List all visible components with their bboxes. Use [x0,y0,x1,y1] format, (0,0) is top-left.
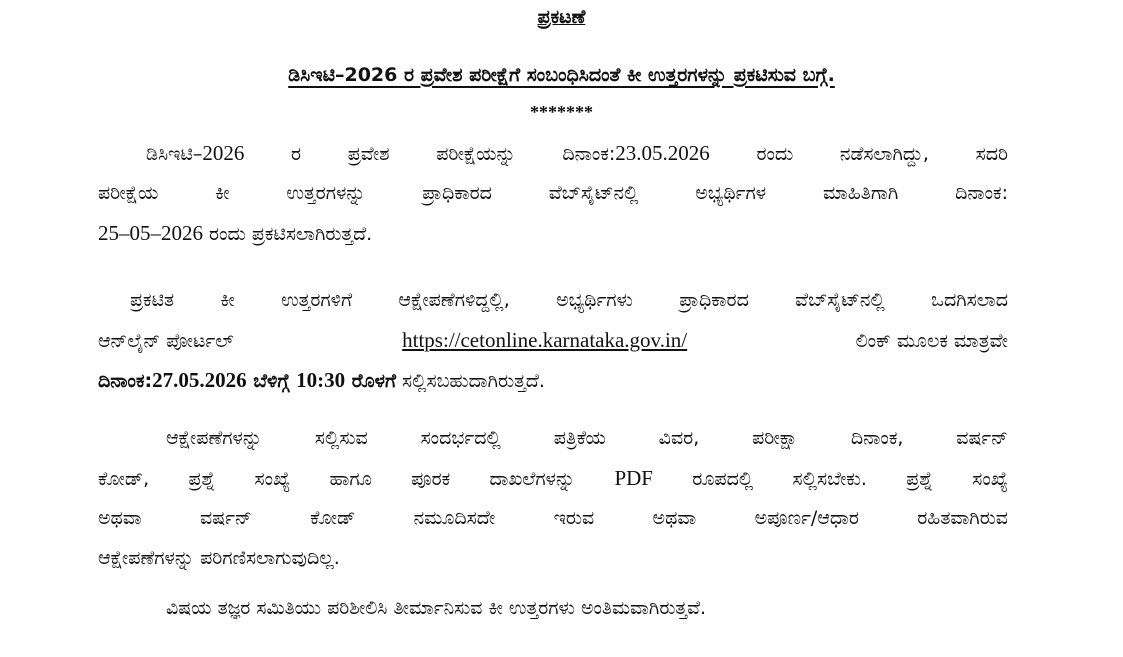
paragraph-line: ಆಕ್ಷೇಪಣೆಗಳನ್ನು ಸಲ್ಲಿಸುವ ಸಂದರ್ಭದಲ್ಲಿ ಪತ್ರಿಕೆಯ ವಿವರ, ಪರೀಕ್ಷಾ ದಿನಾಂಕ, ವರ್ಷನ್ [166,427,1008,449]
paragraph-line [98,213,1008,253]
pdf-text: PDF [614,466,653,490]
paragraph-line: ಅಥವಾ ವರ್ಷನ್ ಕೋಡ್ ನಮೂದಿಸದೇ ಇರುವ ಅಥವಾ ಅಪೂರ್ಣ/ಆಧಾರ ರಹಿತವಾಗಿರುವ [98,507,1008,529]
notice-subject: ಡಿಸಿಇಟಿ–2026 ರ ಪ್ರವೇಶ ಪರೀಕ್ಷೆಗೆ ಸಂಬಂಧಿಸಿದಂತೆ ಕೀ ಉತ್ತರಗಳನ್ನು ಪ್ರಕಟಿಸುವ ಬಗ್ಗೆ. [288,64,835,86]
paragraph-line: ಪ್ರಕಟಿತ ಕೀ ಉತ್ತರಗಳಿಗೆ ಆಕ್ಷೇಪಣೆಗಳಿದ್ದಲ್ಲಿ, ಅಭ್ಯರ್ಥಿಗಳು ಪ್ರಾಧಿಕಾರದ ವೆಬ್‌ಸೈಟ್‌ನಲ್ಲಿ ಒದಗಿಸಲಾದ [130,289,1008,311]
paragraph-line: ಆಕ್ಷೇಪಣೆಗಳನ್ನು ಪರಿಗಣಿಸಲಾಗುವುದಿಲ್ಲ. [98,547,340,569]
paragraph-line [98,458,1008,498]
text-segment: ಡಿಸಿಇಟಿ– [146,143,203,165]
text-segment: ರ ಪ್ರವೇಶ ಪರೀಕ್ಷೆಯನ್ನು ದಿನಾಂಕ: [244,143,616,165]
deadline-label: ದಿನಾಂಕ: [98,370,153,392]
text-segment: ಕೋಡ್, ಪ್ರಶ್ನೆ ಸಂಖ್ಯೆ ಹಾಗೂ ಪೂರಕ ದಾಖಲೆಗಳನ್ನು [98,468,615,490]
paragraph-line [98,360,1008,400]
text-segment: ಆನ್‌ಲೈನ್ ಪೋರ್ಟಲ್ [98,330,234,352]
paragraph-final-answers [98,588,1008,628]
separator: ******* [530,102,593,122]
paragraph-objections-portal [98,280,1008,400]
text-segment: ರೂಪದಲ್ಲಿ ಸಲ್ಲಿಸಬೇಕು. ಪ್ರಶ್ನೆ ಸಂಖ್ಯೆ [652,468,1008,490]
deadline-text: ರೊಳಗೆ [345,370,396,392]
paragraph-submission-rules [98,418,1008,578]
deadline-date: 27.05.2026 [152,368,247,392]
deadline-text: ಬೆಳಿಗ್ಗೆ [246,370,297,392]
text-segment: ರಂದು ಪ್ರಕಟಿಸಲಾಗಿರುತ್ತದೆ. [203,223,373,245]
deadline-time: 10:30 [296,368,346,392]
publish-date: 25–05–2026 [98,221,203,245]
page-title: ಪ್ರಕಟಣೆ [537,6,586,28]
text-segment: ಸಲ್ಲಿಸಬಹುದಾಗಿರುತ್ತದೆ. [395,370,545,392]
paragraph-line [98,133,1008,173]
paragraph-line [98,320,1008,360]
text-segment: ಲಿಂಕ್ ಮೂಲಕ ಮಾತ್ರವೇ [855,330,1008,352]
text-segment: ರಂದು ನಡೆಸಲಾಗಿದ್ದು, ಸದರಿ [709,143,1008,165]
paragraph-line: ಪರೀಕ್ಷೆಯ ಕೀ ಉತ್ತರಗಳನ್ನು ಪ್ರಾಧಿಕಾರದ ವೆಬ್‌ಸೈಟ್‌ನಲ್ಲಿ ಅಭ್ಯರ್ಥಿಗಳ ಮಾಹಿತಿಗಾಗಿ ದಿನಾಂಕ: [98,182,1008,204]
paragraph-line: ವಿಷಯ ತಜ್ಞರ ಸಮಿತಿಯು ಪರಿಶೀಲಿಸಿ ತೀರ್ಮಾನಿಸುವ ಕೀ ಉತ್ತರಗಳು ಅಂತಿಮವಾಗಿರುತ್ತವೆ. [166,597,707,619]
exam-date: 23.05.2026 [615,141,710,165]
portal-link[interactable]: https://cetonline.karnataka.gov.in/ [402,328,688,352]
paragraph-exam-conducted [98,133,1008,253]
year-text: 2026 [202,141,245,165]
